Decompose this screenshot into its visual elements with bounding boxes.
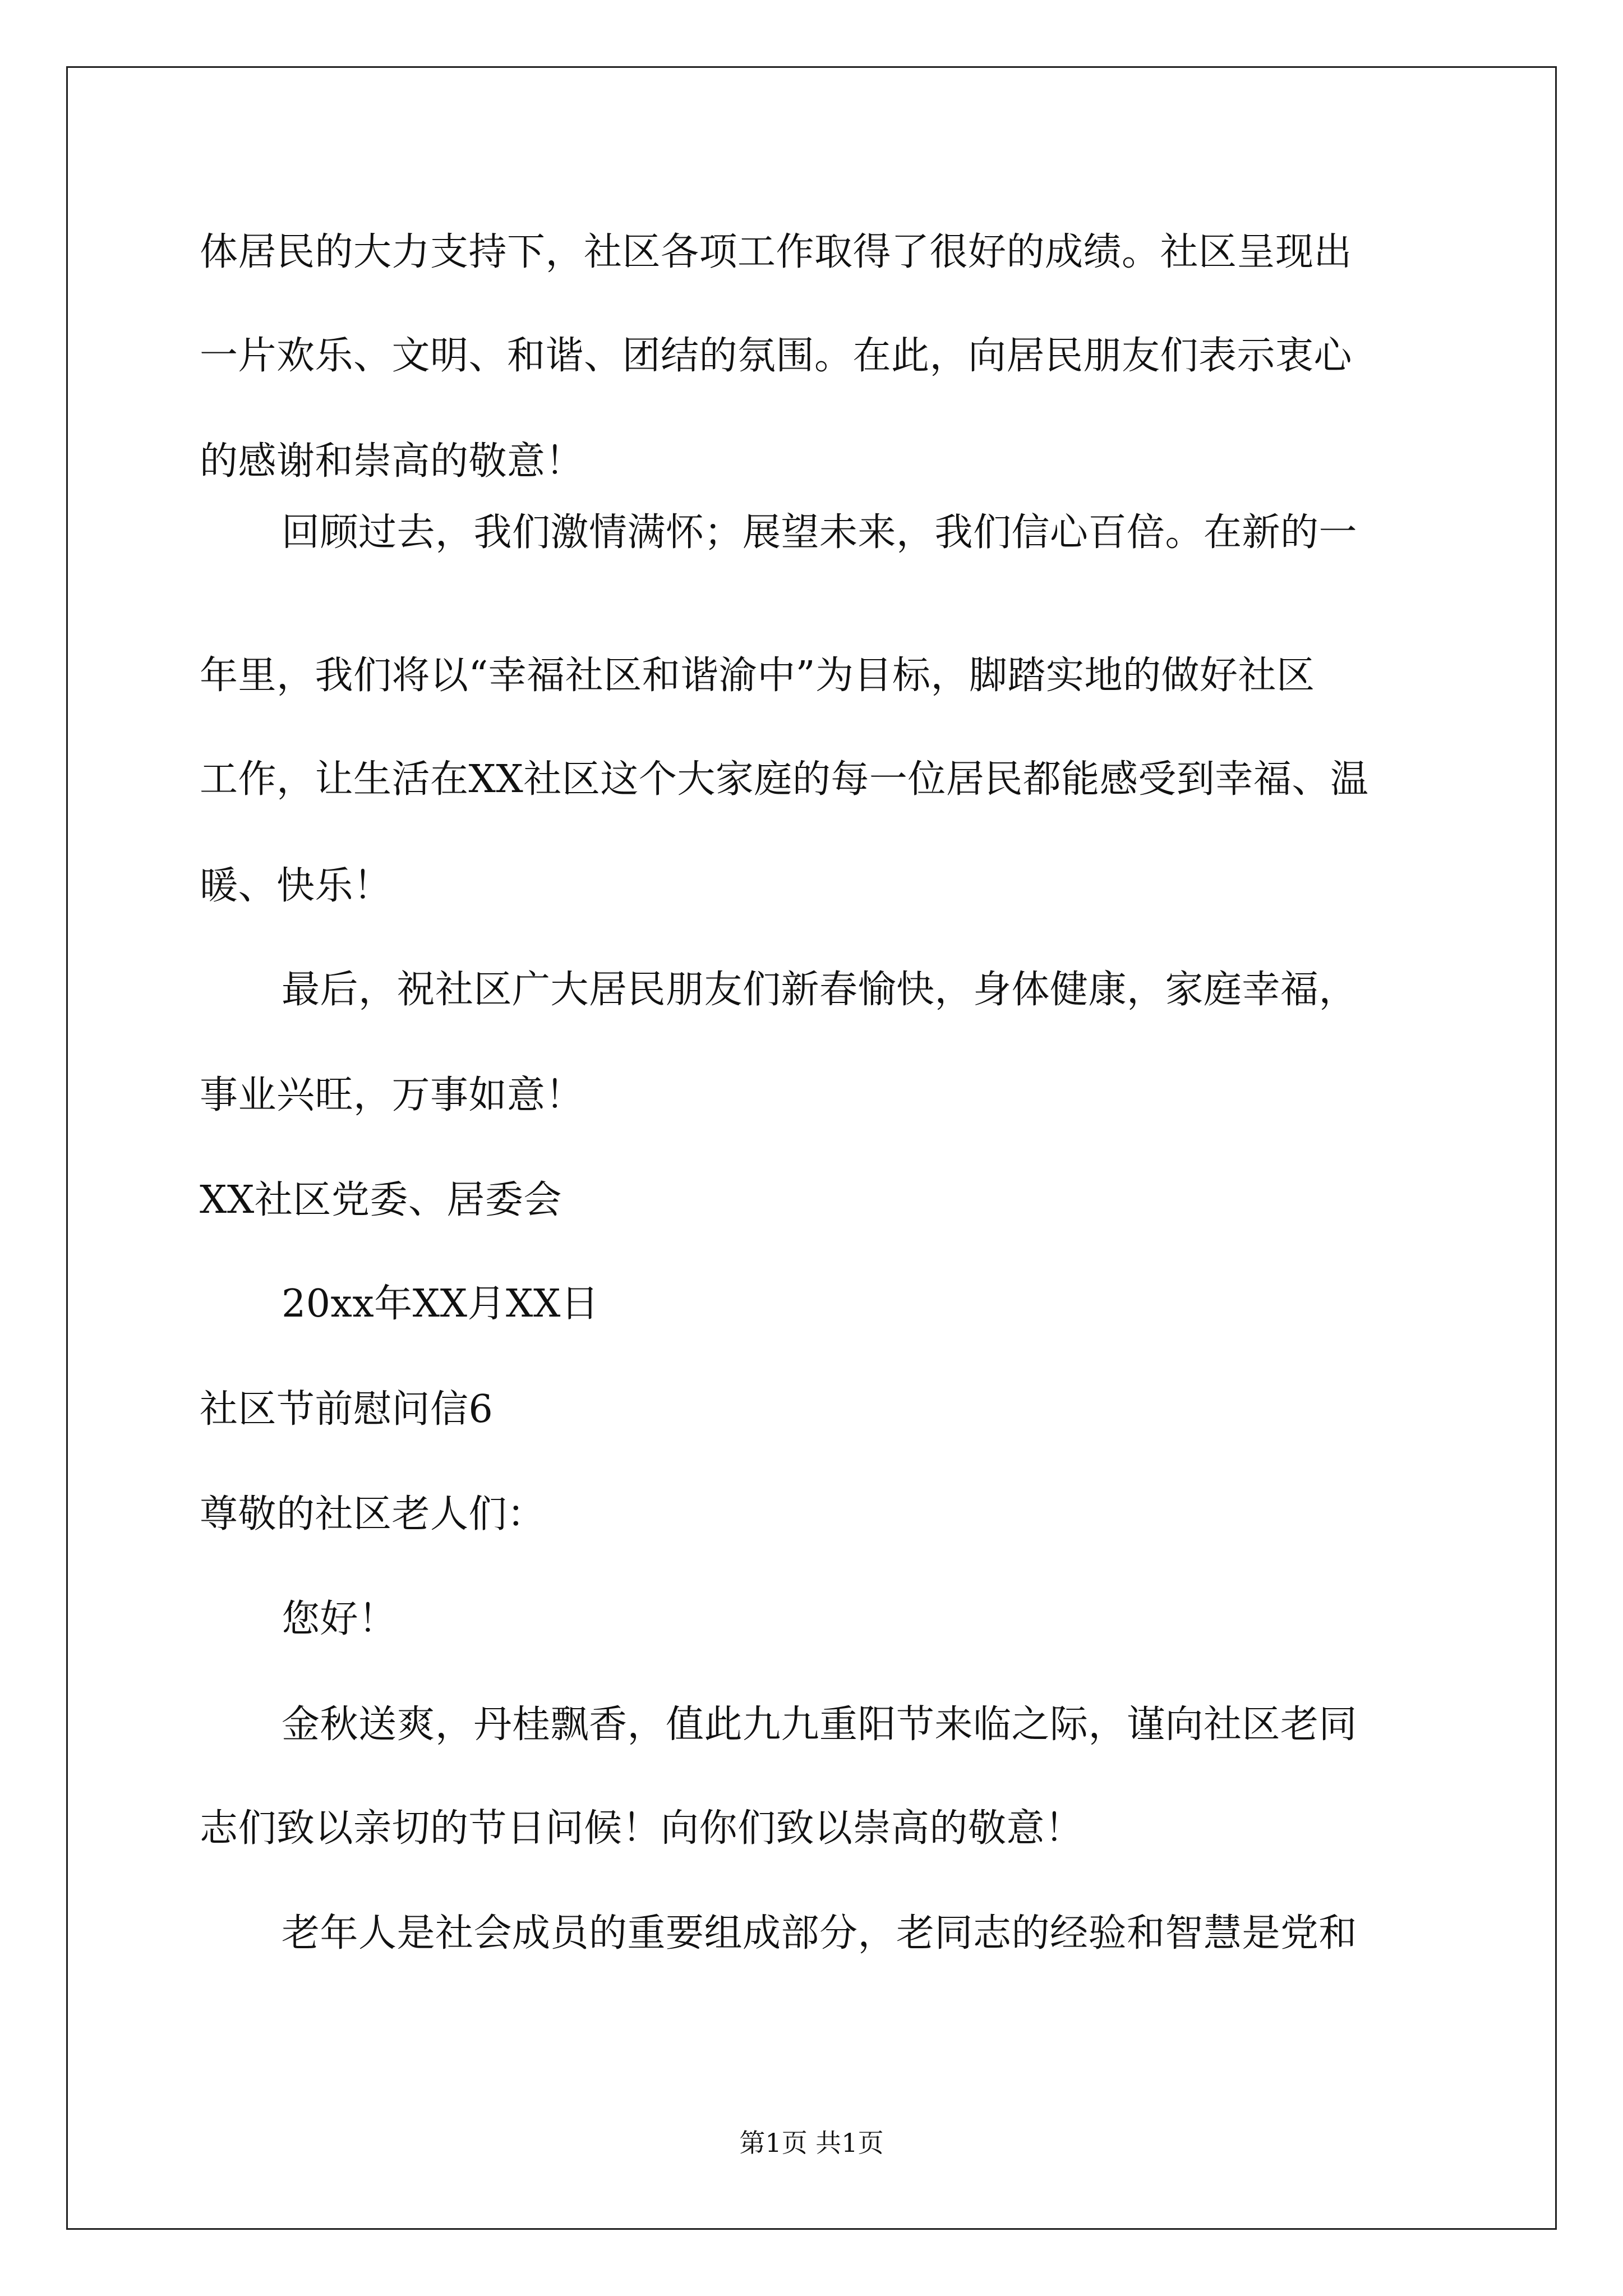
paragraph-elders-start: 老年人是社会成员的重要组成部分，老同志的经验和智慧是党和 bbox=[282, 1911, 1358, 1955]
paragraph-review-start: 回顾过去，我们激情满怀；展望未来，我们信心百倍。在新的一 bbox=[282, 510, 1358, 555]
greeting: 您好！ bbox=[282, 1597, 397, 1641]
letter-date: 20xx年XX月XX日 bbox=[282, 1282, 600, 1326]
text-line-7: 暖、快乐！ bbox=[200, 864, 392, 908]
paragraph-autumn-start: 金秋送爽，丹桂飘香，值此九九重阳节来临之际，谨向社区老同 bbox=[282, 1703, 1358, 1747]
page-border bbox=[66, 66, 1557, 2230]
text-line-6: 工作，让生活在XX社区这个大家庭的每一位居民都能感受到幸福、温 bbox=[200, 757, 1369, 802]
text-line-2: 一片欢乐、文明、和谐、团结的氛围。在此，向居民朋友们表示衷心 bbox=[200, 334, 1353, 378]
paragraph-closing-start: 最后，祝社区广大居民朋友们新春愉快，身体健康，家庭幸福， bbox=[282, 968, 1358, 1012]
text-line-16: 志们致以亲切的节日问候！向你们致以崇高的敬意！ bbox=[200, 1806, 1083, 1851]
text-line-9: 事业兴旺，万事如意！ bbox=[200, 1073, 584, 1117]
text-line-3: 的感谢和崇高的敬意！ bbox=[200, 439, 584, 484]
salutation: 尊敬的社区老人们： bbox=[200, 1492, 546, 1536]
text-line-1: 体居民的大力支持下，社区各项工作取得了很好的成绩。社区呈现出 bbox=[200, 230, 1353, 274]
page-footer: 第1页 共1页 bbox=[739, 2128, 884, 2158]
section-title: 社区节前慰问信6 bbox=[200, 1387, 494, 1432]
signature-committee: XX社区党委、居委会 bbox=[200, 1178, 562, 1222]
text-line-5: 年里，我们将以“幸福社区和谐渝中”为目标，脚踏实地的做好社区 bbox=[200, 654, 1315, 698]
